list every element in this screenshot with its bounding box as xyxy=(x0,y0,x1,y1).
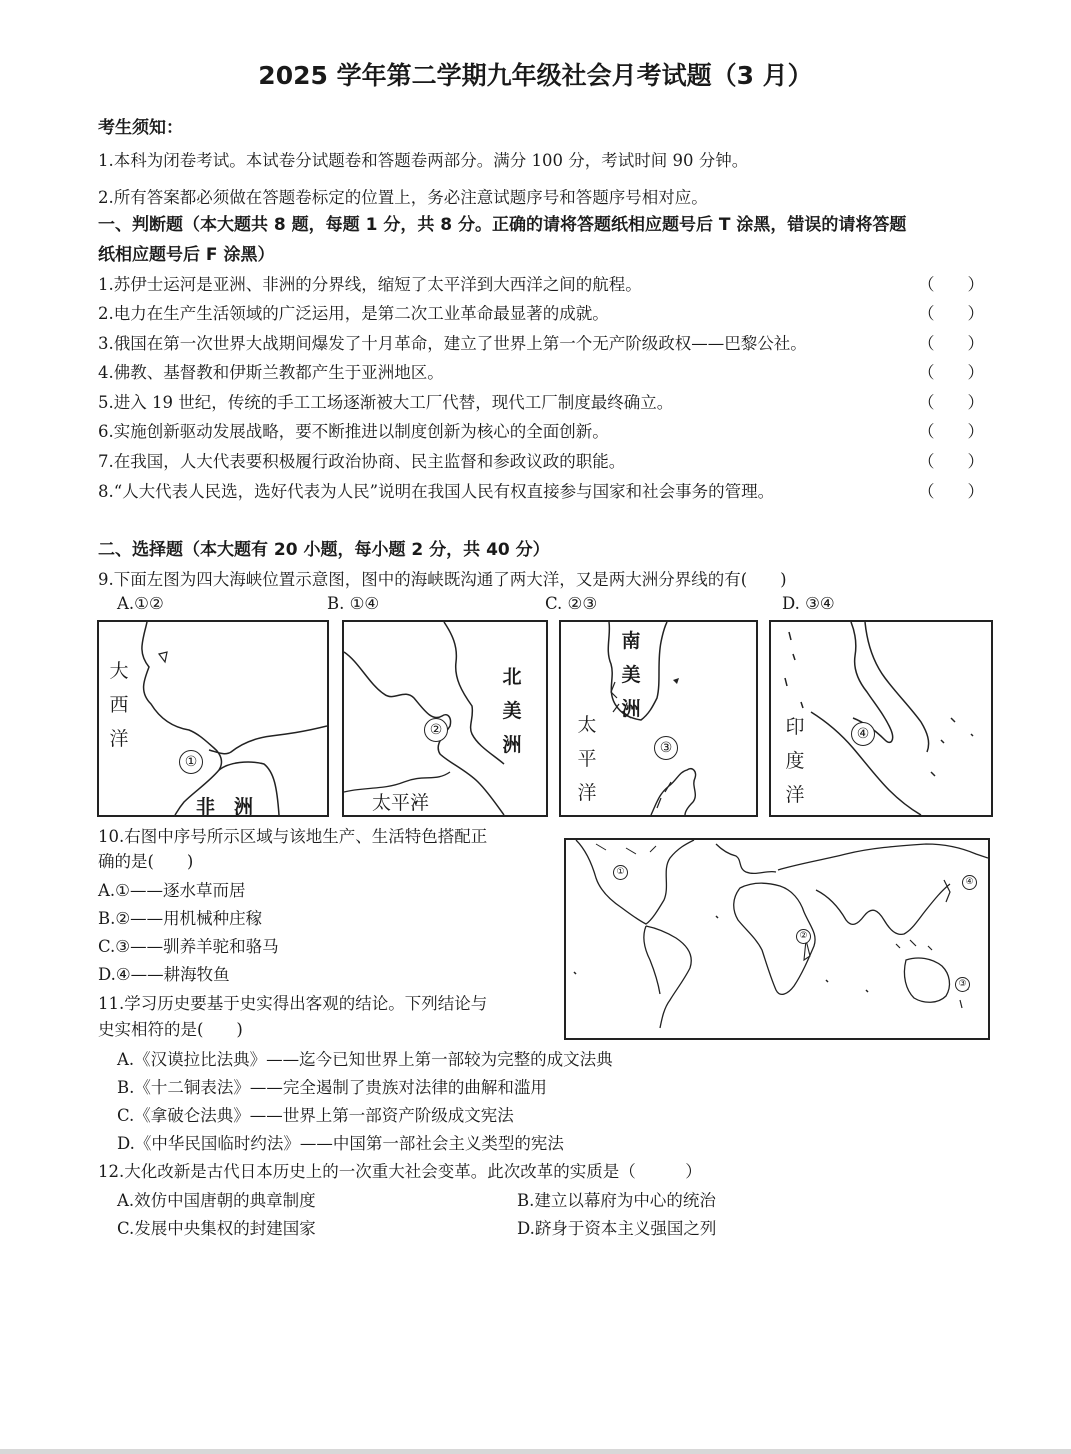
answer-paren: （ ） xyxy=(918,422,984,441)
q11-option-d: D.《中华民国临时约法》——中国第一部社会主义类型的宪法 xyxy=(117,1134,564,1153)
q10-option-b: B.②——用机械种庄稼 xyxy=(98,909,263,928)
q9-option-c: C. ②③ xyxy=(545,594,598,613)
notice-line-2: 2.所有答案都必须做在答题卷标定的位置上，务必注意试题序号和答题序号相对应。 xyxy=(98,188,708,207)
page-bottom-edge xyxy=(0,1449,1071,1454)
world-map xyxy=(564,838,990,1040)
world-map-marker-1: ① xyxy=(613,865,628,880)
strait-map-2 xyxy=(342,620,548,817)
judge-item-1: 1.苏伊士运河是亚洲、非洲的分界线，缩短了太平洋到大西洋之间的航程。 xyxy=(98,275,642,294)
world-map-marker-4: ④ xyxy=(962,875,977,890)
q10-option-a: A.①——逐水草而居 xyxy=(98,881,246,900)
strait-marker-3: ③ xyxy=(654,736,678,760)
judge-item-6: 6.实施创新驱动发展战略，要不断推进以制度创新为核心的全面创新。 xyxy=(98,422,609,441)
answer-paren: （ ） xyxy=(918,363,984,382)
answer-paren: （ ） xyxy=(918,304,984,323)
strait-map-1 xyxy=(97,620,329,817)
section1-heading-line1: 一、判断题（本大题共 8 题，每题 1 分，共 8 分。正确的请将答题纸相应题号后 T 涂黑，错误的请将答题 xyxy=(98,215,907,235)
world-map-continents xyxy=(566,840,988,1038)
judge-item-2: 2.电力在生产生活领域的广泛运用，是第二次工业革命最显著的成就。 xyxy=(98,304,609,323)
q10-stem-line2: 确的是( ) xyxy=(98,852,194,871)
q9-option-b: B. ①④ xyxy=(327,594,380,613)
answer-paren: （ ） xyxy=(918,393,984,412)
strait-marker-4: ④ xyxy=(851,722,875,746)
q11-option-c: C.《拿破仑法典》——世界上第一部资产阶级成文宪法 xyxy=(117,1106,514,1125)
strait-marker-1: ① xyxy=(179,750,203,774)
page-title: 2025 学年第二学期九年级社会月考试题（3 月） xyxy=(258,61,813,90)
section2-heading: 二、选择题（本大题有 20 小题，每小题 2 分，共 40 分） xyxy=(98,540,550,560)
notice-line-1: 1.本科为闭卷考试。本试卷分试题卷和答题卷两部分。满分 100 分，考试时间 90 分钟。 xyxy=(98,151,749,170)
answer-paren: （ ） xyxy=(918,334,984,353)
world-map-marker-2: ② xyxy=(796,929,811,944)
q9-stem: 9.下面左图为四大海峡位置示意图，图中的海峡既沟通了两大洋，又是两大洲分界线的有( ) xyxy=(98,570,787,589)
q12-option-d: D.跻身于资本主义强国之列 xyxy=(517,1219,717,1238)
ocean-label-atlantic: 大西洋 xyxy=(109,660,129,750)
judge-item-5: 5.进入 19 世纪，传统的手工工场逐渐被大工厂代替，现代工厂制度最终确立。 xyxy=(98,393,674,412)
q11-option-b: B.《十二铜表法》——完全遏制了贵族对法律的曲解和滥用 xyxy=(117,1078,547,1097)
judge-item-4: 4.佛教、基督教和伊斯兰教都产生于亚洲地区。 xyxy=(98,363,444,382)
q9-option-a: A.①② xyxy=(117,594,164,613)
q12-option-a: A.效仿中国唐朝的典章制度 xyxy=(117,1191,316,1210)
judge-item-8: 8.“人大代表人民选，选好代表为人民”说明在我国人民有权直接参与国家和社会事务的管理。 xyxy=(98,482,775,501)
section1-heading-line2: 纸相应题号后 F 涂黑） xyxy=(98,245,275,265)
strait-marker-2: ② xyxy=(424,718,448,742)
answer-paren: （ ） xyxy=(918,452,984,471)
ocean-label-indian: 印度洋 xyxy=(785,716,805,806)
strait-map-4 xyxy=(769,620,993,817)
q12-option-c: C.发展中央集权的封建国家 xyxy=(117,1219,316,1238)
q10-stem-line1: 10.右图中序号所示区域与该地生产、生活特色搭配正 xyxy=(98,827,488,846)
world-map-marker-3: ③ xyxy=(955,977,970,992)
answer-paren: （ ） xyxy=(918,482,984,501)
strait-map-3 xyxy=(559,620,758,817)
judge-item-3: 3.俄国在第一次世界大战期间爆发了十月革命，建立了世界上第一个无产阶级政权——巴黎公社。 xyxy=(98,334,807,353)
q10-option-c: C.③——驯养羊驼和骆马 xyxy=(98,937,279,956)
answer-paren: （ ） xyxy=(918,275,984,294)
judge-item-7: 7.在我国，人大代表要积极履行政治协商、民主监督和参政议政的职能。 xyxy=(98,452,626,471)
q11-option-a: A.《汉谟拉比法典》——迄今已知世界上第一部较为完整的成文法典 xyxy=(117,1050,613,1069)
strait-map-1-coastline xyxy=(99,622,327,815)
ocean-label-pacific: 太平洋 xyxy=(372,792,430,814)
q10-option-d: D.④——耕海牧鱼 xyxy=(98,965,230,984)
continent-label-africa: 非 洲 xyxy=(196,796,254,817)
q11-stem-line2: 史实相符的是( ) xyxy=(98,1020,243,1039)
q11-stem-line1: 11.学习历史要基于史实得出客观的结论。下列结论与 xyxy=(98,994,488,1013)
q12-option-b: B.建立以幕府为中心的统治 xyxy=(517,1191,716,1210)
continent-label-north-america: 北美洲 xyxy=(502,666,522,756)
continent-label-south-america: 南美洲 xyxy=(621,630,641,720)
q12-stem: 12.大化改新是古代日本历史上的一次重大社会变革。此次改革的实质是（ ） xyxy=(98,1162,702,1181)
ocean-label-pacific-2: 太平洋 xyxy=(577,714,597,804)
q9-option-d: D. ③④ xyxy=(782,594,835,613)
notice-heading: 考生须知： xyxy=(98,118,183,138)
